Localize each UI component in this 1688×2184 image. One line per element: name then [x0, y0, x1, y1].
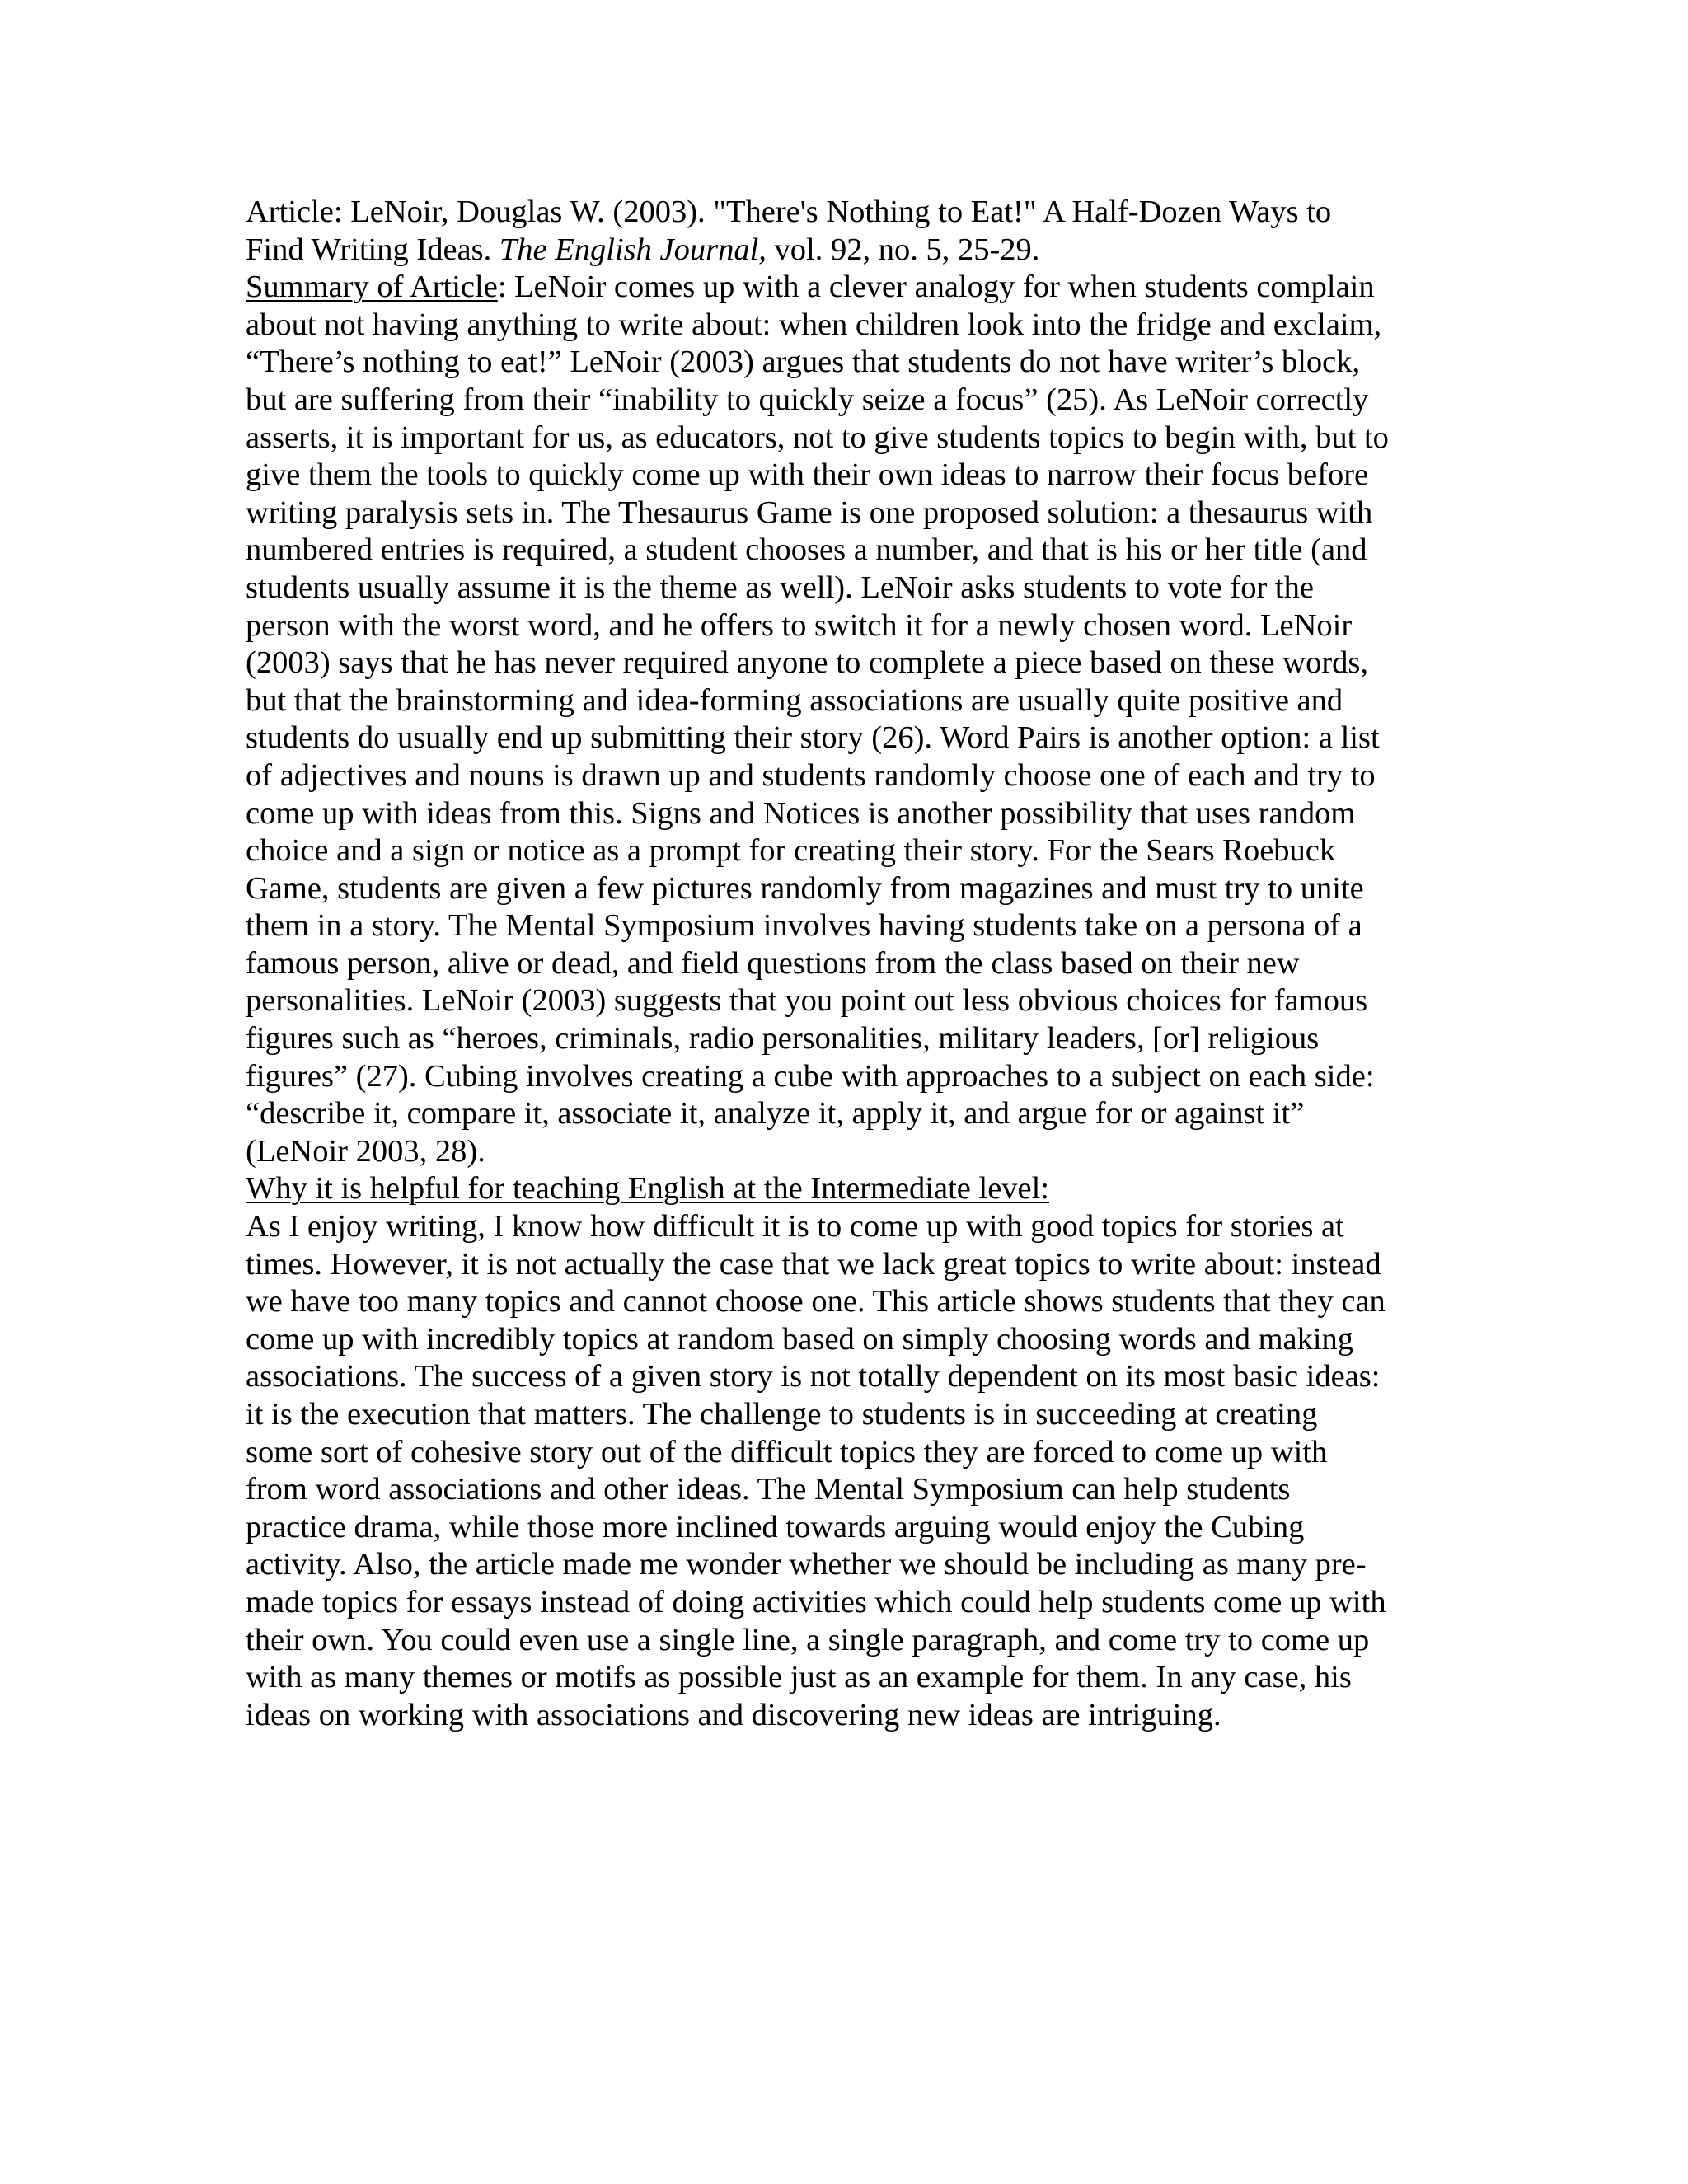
why-body	[246, 1208, 1453, 1734]
body-line: ideas on working with associations and discovering new ideas are intriguing.	[246, 1697, 1221, 1732]
body-line: (2003) says that he has never required anyone to complete a piece based on these words,	[246, 645, 1368, 681]
body-line: of adjectives and nouns is drawn up and students randomly choose one of each and try to	[246, 757, 1376, 793]
body-line: figures such as “heroes, criminals, radio personalities, military leaders, [or] religious	[246, 1021, 1320, 1057]
body-line: famous person, alive or dead, and field questions from the class based on their new	[246, 945, 1300, 981]
body-line: give them the tools to quickly come up with their own ideas to narrow their focus before	[246, 457, 1369, 493]
body-line: asserts, it is important for us, as educators, not to give students topics to begin with, but to	[246, 419, 1389, 455]
summary-first-line	[246, 269, 1453, 307]
body-line: “describe it, compare it, associate it, analyze it, apply it, and argue for or against it”	[246, 1096, 1305, 1132]
body-line: choice and a sign or notice as a prompt for creating their story. For the Sears Roebuck	[246, 833, 1336, 869]
body-line: about not having anything to write about: when children look into the fridge and exclaim,	[246, 307, 1382, 342]
body-line: but are suffering from their “inability to quickly seize a focus” (25). As LeNoir correctly	[246, 382, 1369, 417]
citation-line-2	[246, 232, 1453, 269]
body-line: students usually assume it is the theme as well). LeNoir asks students to vote for the	[246, 569, 1314, 605]
body-line: personalities. LeNoir (2003) suggests that you point out less obvious choices for famous	[246, 983, 1368, 1019]
body-line: made topics for essays instead of doing activities which could help students come up with	[246, 1584, 1386, 1619]
body-line: (LeNoir 2003, 28).	[246, 1133, 485, 1169]
body-line: activity. Also, the article made me wonder whether we should be including as many pre-	[246, 1547, 1367, 1582]
body-line: some sort of cohesive story out of the difficult topics they are forced to come up with	[246, 1434, 1328, 1469]
body-line: numbered entries is required, a student chooses a number, and that is his or her title (and	[246, 532, 1367, 568]
body-line: with as many themes or motifs as possible just as an example for them. In any case, his	[246, 1660, 1352, 1695]
body-line: associations. The success of a given story is not totally dependent on its most basic ideas:	[246, 1359, 1381, 1394]
citation-line-1: Article: LeNoir, Douglas W. (2003). "There's Nothing to Eat!" A Half-Dozen Ways to	[246, 194, 1332, 229]
body-line: As I enjoy writing, I know how difficult it is to come up with good topics for stories at	[246, 1209, 1344, 1244]
citation-line-2-prefix: Find Writing Ideas.	[246, 232, 499, 267]
document-body	[246, 194, 1453, 1734]
body-line: students do usually end up submitting their story (26). Word Pairs is another option: a list	[246, 720, 1380, 756]
summary-first-line-text: : LeNoir comes up with a clever analogy for when students complain	[497, 269, 1375, 305]
summary-heading: Summary of Article	[246, 269, 498, 305]
body-line: person with the worst word, and he offers to switch it for a newly chosen word. LeNoir	[246, 607, 1353, 643]
body-line: them in a story. The Mental Symposium involves having students take on a persona of a	[246, 908, 1362, 944]
body-line: their own. You could even use a single line, a single paragraph, and come try to come up	[246, 1622, 1370, 1657]
citation-line-2-suffix: vol. 92, no. 5, 25-29.	[766, 232, 1040, 267]
body-line: we have too many topics and cannot choose one. This article shows students that they can	[246, 1284, 1386, 1319]
body-line: figures” (27). Cubing involves creating a cube with approaches to a subject on each side:	[246, 1058, 1375, 1094]
body-line: it is the execution that matters. The challenge to students is in succeeding at creating	[246, 1397, 1318, 1432]
body-line: from word associations and other ideas. The Mental Symposium can help students	[246, 1472, 1291, 1507]
body-line: practice drama, while those more inclined towards arguing would enjoy the Cubing	[246, 1509, 1305, 1544]
body-line: writing paralysis sets in. The Thesaurus Game is one proposed solution: a thesaurus with	[246, 494, 1373, 530]
body-line: come up with ideas from this. Signs and Notices is another possibility that uses random	[246, 795, 1356, 831]
journal-title: The English Journal,	[499, 232, 767, 267]
body-line: Game, students are given a few pictures randomly from magazines and must try to unite	[246, 870, 1364, 906]
body-line: come up with incredibly topics at random based on simply choosing words and making	[246, 1321, 1354, 1357]
body-line: times. However, it is not actually the case that we lack great topics to write about: instead	[246, 1246, 1381, 1282]
body-line: “There’s nothing to eat!” LeNoir (2003) argues that students do not have writer’s block,	[246, 344, 1361, 380]
body-line: but that the brainstorming and idea-forming associations are usually quite positive and	[246, 682, 1343, 718]
summary-body	[246, 307, 1453, 1171]
why-heading: Why it is helpful for teaching English at the Intermediate level:	[246, 1171, 1050, 1207]
